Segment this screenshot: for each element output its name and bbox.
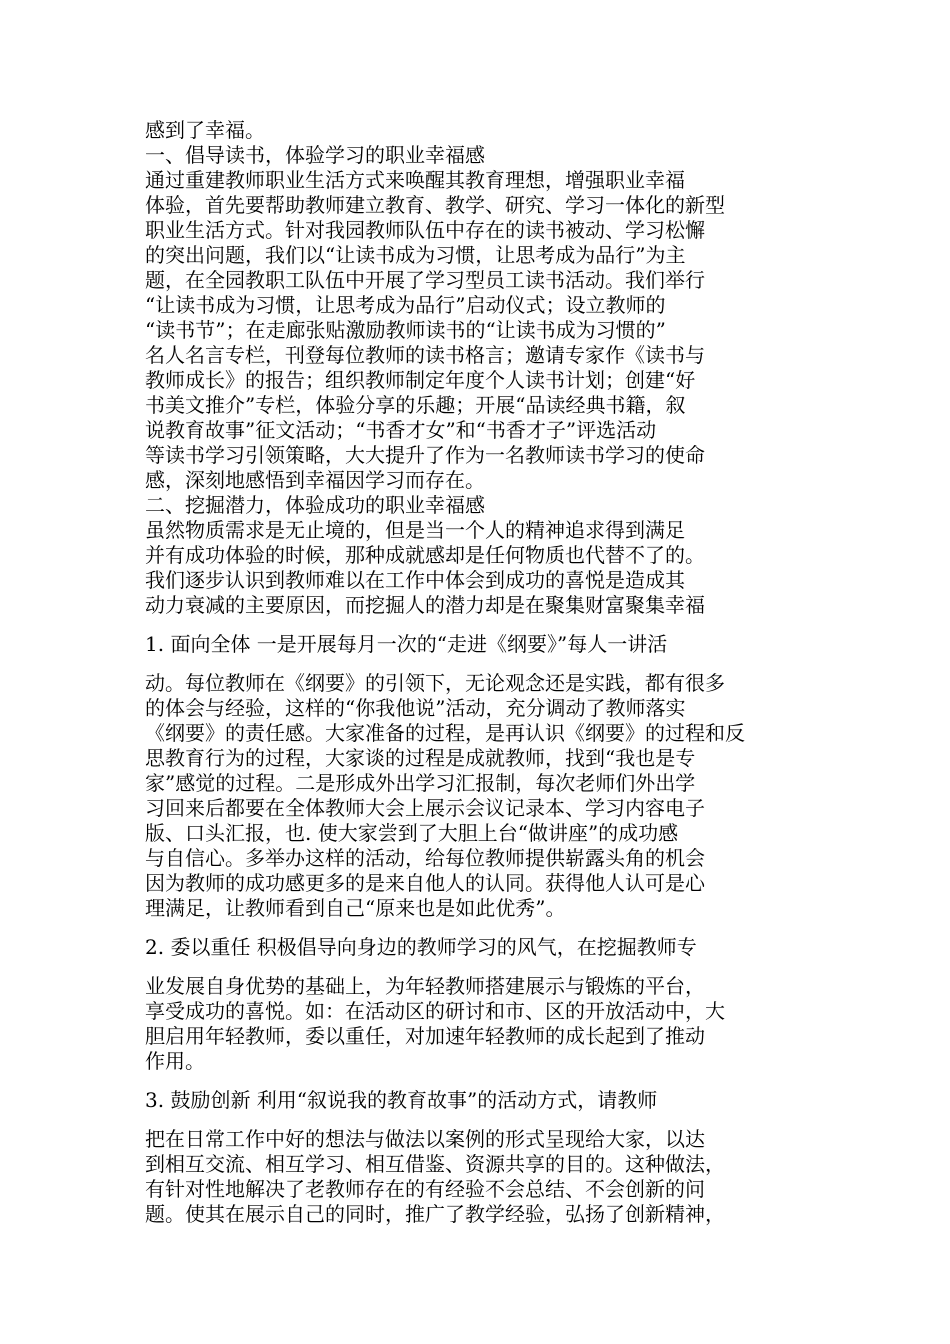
item-heading-2: 2. 委以重任 积极倡导向身边的教师学习的风气，在挖掘教师专 bbox=[145, 935, 697, 959]
section-heading-2: 二、挖掘潜力，体验成功的职业幸福感 bbox=[145, 493, 485, 517]
text-line: 我们逐步认识到教师难以在工作中体会到成功的喜悦是造成其 bbox=[145, 568, 685, 592]
text-line: 家”感觉的过程。二是形成外出学习汇报制，每次老师们外出学 bbox=[145, 771, 696, 795]
text-line: 把在日常工作中好的想法与做法以案例的形式呈现给大家，以达 bbox=[145, 1127, 705, 1151]
text-line: 动力衰减的主要原因，而挖掘人的潜力却是在聚集财富聚集幸福 bbox=[145, 593, 705, 617]
item-heading-3: 3. 鼓励创新 利用“叙说我的教育故事”的活动方式，请教师 bbox=[145, 1088, 658, 1112]
text-line: 通过重建教师职业生活方式来唤醒其教育理想，增强职业幸福 bbox=[145, 168, 685, 192]
text-line: 与自信心。多举办这样的活动，给每位教师提供崭露头角的机会 bbox=[145, 846, 705, 870]
text-line: 教师成长》的报告；组织教师制定年度个人读书计划；创建“好 bbox=[145, 368, 696, 392]
text-line: 胆启用年轻教师，委以重任，对加速年轻教师的成长起到了推动 bbox=[145, 1024, 705, 1048]
text-line: 作用。 bbox=[145, 1049, 205, 1073]
text-line: 到相互交流、相互学习、相互借鉴、资源共享的目的。这种做法， bbox=[145, 1152, 725, 1176]
text-line: 的突出问题，我们以“让读书成为习惯，让思考成为品行”为主 bbox=[145, 243, 686, 267]
text-line: 名人名言专栏，刊登每位教师的读书格言；邀请专家作《读书与 bbox=[145, 343, 705, 367]
text-line: 版、口头汇报，也. 使大家尝到了大胆上台“做讲座”的成功感 bbox=[145, 821, 679, 845]
text-line: 业发展自身优势的基础上，为年轻教师搭建展示与锻炼的平台， bbox=[145, 974, 705, 998]
text-line: 《纲要》的责任感。大家准备的过程，是再认识《纲要》的过程和反 bbox=[145, 721, 745, 745]
section-heading-1: 一、倡导读书，体验学习的职业幸福感 bbox=[145, 143, 485, 167]
text-line: 等读书学习引领策略，大大提升了作为一名教师读书学习的使命 bbox=[145, 443, 705, 467]
text-line: 有针对性地解决了老教师存在的有经验不会总结、不会创新的问 bbox=[145, 1177, 705, 1201]
text-line: 动。每位教师在《纲要》的引领下，无论观念还是实践，都有很多 bbox=[145, 671, 725, 695]
text-line: 书美文推介”专栏，体验分享的乐趣；开展“品读经典书籍，叙 bbox=[145, 393, 686, 417]
text-line: “让读书成为习惯，让思考成为品行”启动仪式；设立教师的 bbox=[145, 293, 666, 317]
text-line: 虽然物质需求是无止境的，但是当一个人的精神追求得到满足 bbox=[145, 518, 685, 542]
text-line: 因为教师的成功感更多的是来自他人的认同。获得他人认可是心 bbox=[145, 871, 705, 895]
item-heading-1: 1. 面向全体 一是开展每月一次的“走进《纲要》”每人一讲活 bbox=[145, 632, 668, 656]
text-line: 享受成功的喜悦。如：在活动区的研讨和市、区的开放活动中，大 bbox=[145, 999, 725, 1023]
text-line: 感，深刻地感悟到幸福因学习而存在。 bbox=[145, 468, 485, 492]
text-line: 体验，首先要帮助教师建立教育、教学、研究、学习一体化的新型 bbox=[145, 193, 725, 217]
text-line: 感到了幸福。 bbox=[145, 118, 265, 142]
text-line: 习回来后都要在全体教师大会上展示会议记录本、学习内容电子 bbox=[145, 796, 705, 820]
text-line: 理满足，让教师看到自己“原来也是如此优秀”。 bbox=[145, 896, 566, 920]
text-line: 职业生活方式。针对我园教师队伍中存在的读书被动、学习松懈 bbox=[145, 218, 705, 242]
text-line: 题，在全园教职工队伍中开展了学习型员工读书活动。我们举行 bbox=[145, 268, 705, 292]
text-line: 的体会与经验，这样的“你我他说”活动，充分调动了教师落实 bbox=[145, 696, 686, 720]
text-line: 并有成功体验的时候，那种成就感却是任何物质也代替不了的。 bbox=[145, 543, 705, 567]
text-line: 思教育行为的过程，大家谈的过程是成就教师，找到“我也是专 bbox=[145, 746, 696, 770]
text-line: 说教育故事”征文活动；“书香才女”和“书香才子”评选活动 bbox=[145, 418, 657, 442]
text-line: 题。使其在展示自己的同时，推广了教学经验，弘扬了创新精神， bbox=[145, 1202, 725, 1226]
document-body bbox=[145, 118, 810, 1227]
text-line: “读书节”；在走廊张贴激励教师读书的“让读书成为习惯的” bbox=[145, 318, 666, 342]
